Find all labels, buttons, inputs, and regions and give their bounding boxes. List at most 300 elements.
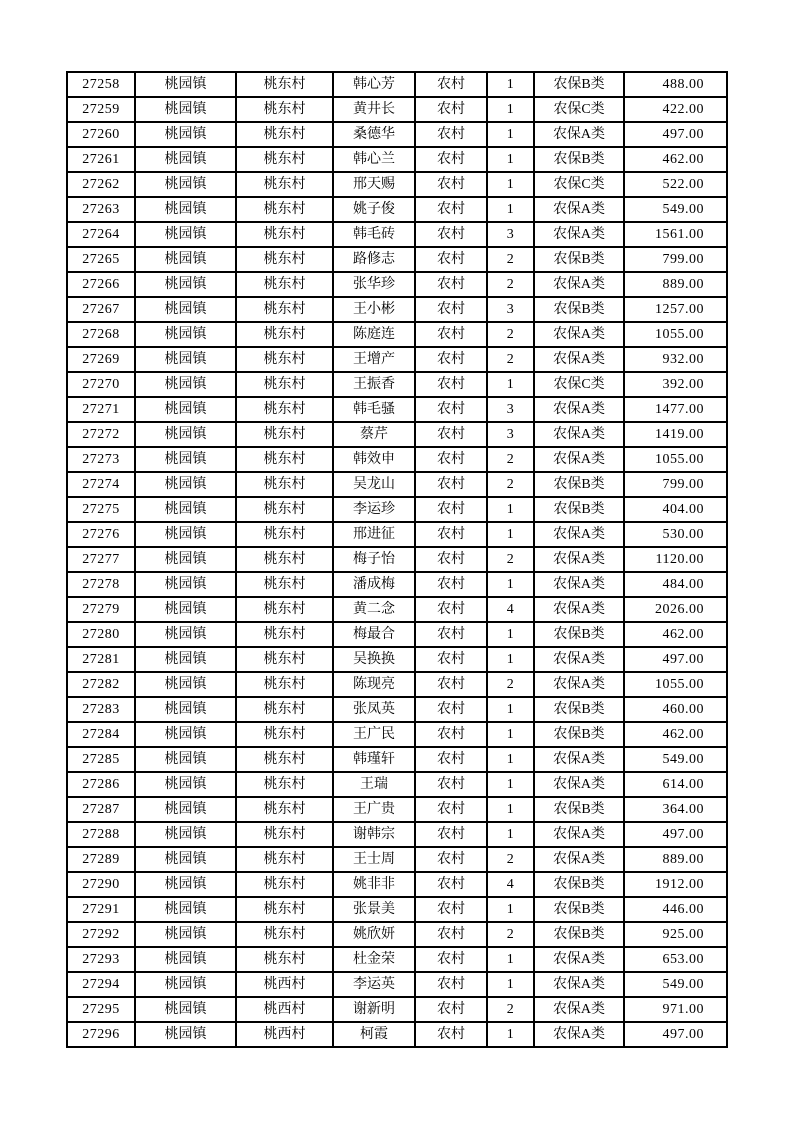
cell-insurance-category: 农保A类 bbox=[534, 522, 624, 547]
cell-record-id: 27269 bbox=[67, 347, 135, 372]
cell-amount: 1120.00 bbox=[624, 547, 727, 572]
cell-insurance-category: 农保B类 bbox=[534, 897, 624, 922]
cell-amount: 497.00 bbox=[624, 647, 727, 672]
cell-town: 桃园镇 bbox=[135, 922, 236, 947]
table-row bbox=[67, 622, 727, 647]
cell-residence-type: 农村 bbox=[415, 672, 487, 697]
cell-person-name: 黄二念 bbox=[333, 597, 415, 622]
table-row bbox=[67, 572, 727, 597]
cell-amount: 497.00 bbox=[624, 122, 727, 147]
cell-residence-type: 农村 bbox=[415, 322, 487, 347]
cell-residence-type: 农村 bbox=[415, 397, 487, 422]
table-row bbox=[67, 897, 727, 922]
table-row bbox=[67, 147, 727, 172]
cell-person-count: 1 bbox=[487, 197, 534, 222]
cell-village: 桃东村 bbox=[236, 447, 333, 472]
cell-record-id: 27289 bbox=[67, 847, 135, 872]
cell-town: 桃园镇 bbox=[135, 447, 236, 472]
cell-insurance-category: 农保C类 bbox=[534, 97, 624, 122]
cell-village: 桃东村 bbox=[236, 922, 333, 947]
cell-person-count: 2 bbox=[487, 247, 534, 272]
table-row bbox=[67, 997, 727, 1022]
cell-person-count: 1 bbox=[487, 822, 534, 847]
cell-person-count: 1 bbox=[487, 647, 534, 672]
cell-insurance-category: 农保A类 bbox=[534, 197, 624, 222]
cell-insurance-category: 农保B类 bbox=[534, 872, 624, 897]
cell-record-id: 27271 bbox=[67, 397, 135, 422]
cell-village: 桃东村 bbox=[236, 722, 333, 747]
cell-record-id: 27272 bbox=[67, 422, 135, 447]
cell-amount: 1419.00 bbox=[624, 422, 727, 447]
cell-person-name: 谢韩宗 bbox=[333, 822, 415, 847]
cell-amount: 530.00 bbox=[624, 522, 727, 547]
cell-record-id: 27282 bbox=[67, 672, 135, 697]
table-row bbox=[67, 547, 727, 572]
cell-insurance-category: 农保B类 bbox=[534, 147, 624, 172]
cell-person-count: 2 bbox=[487, 672, 534, 697]
cell-residence-type: 农村 bbox=[415, 447, 487, 472]
cell-insurance-category: 农保A类 bbox=[534, 822, 624, 847]
cell-person-count: 1 bbox=[487, 572, 534, 597]
cell-insurance-category: 农保A类 bbox=[534, 972, 624, 997]
cell-village: 桃东村 bbox=[236, 547, 333, 572]
cell-amount: 925.00 bbox=[624, 922, 727, 947]
table-row bbox=[67, 797, 727, 822]
cell-residence-type: 农村 bbox=[415, 872, 487, 897]
cell-person-count: 1 bbox=[487, 747, 534, 772]
cell-residence-type: 农村 bbox=[415, 147, 487, 172]
table-row bbox=[67, 747, 727, 772]
cell-insurance-category: 农保A类 bbox=[534, 572, 624, 597]
cell-town: 桃园镇 bbox=[135, 222, 236, 247]
cell-insurance-category: 农保B类 bbox=[534, 697, 624, 722]
cell-insurance-category: 农保A类 bbox=[534, 947, 624, 972]
cell-person-count: 2 bbox=[487, 347, 534, 372]
cell-village: 桃东村 bbox=[236, 372, 333, 397]
cell-town: 桃园镇 bbox=[135, 972, 236, 997]
cell-person-name: 韩心芳 bbox=[333, 72, 415, 97]
cell-residence-type: 农村 bbox=[415, 797, 487, 822]
table-row bbox=[67, 1022, 727, 1047]
cell-person-name: 张景美 bbox=[333, 897, 415, 922]
cell-person-count: 1 bbox=[487, 172, 534, 197]
cell-person-name: 吴换换 bbox=[333, 647, 415, 672]
cell-amount: 971.00 bbox=[624, 997, 727, 1022]
cell-record-id: 27259 bbox=[67, 97, 135, 122]
cell-person-count: 2 bbox=[487, 997, 534, 1022]
cell-residence-type: 农村 bbox=[415, 822, 487, 847]
cell-amount: 462.00 bbox=[624, 722, 727, 747]
table-row bbox=[67, 247, 727, 272]
cell-record-id: 27292 bbox=[67, 922, 135, 947]
cell-residence-type: 农村 bbox=[415, 572, 487, 597]
cell-village: 桃东村 bbox=[236, 272, 333, 297]
cell-town: 桃园镇 bbox=[135, 1022, 236, 1047]
cell-insurance-category: 农保A类 bbox=[534, 772, 624, 797]
cell-residence-type: 农村 bbox=[415, 347, 487, 372]
cell-record-id: 27274 bbox=[67, 472, 135, 497]
cell-insurance-category: 农保A类 bbox=[534, 847, 624, 872]
cell-village: 桃西村 bbox=[236, 997, 333, 1022]
cell-village: 桃西村 bbox=[236, 1022, 333, 1047]
cell-amount: 1912.00 bbox=[624, 872, 727, 897]
table-row bbox=[67, 872, 727, 897]
cell-record-id: 27290 bbox=[67, 872, 135, 897]
cell-amount: 889.00 bbox=[624, 272, 727, 297]
cell-person-count: 2 bbox=[487, 472, 534, 497]
cell-village: 桃东村 bbox=[236, 797, 333, 822]
cell-person-name: 韩毛骚 bbox=[333, 397, 415, 422]
cell-residence-type: 农村 bbox=[415, 197, 487, 222]
cell-amount: 1561.00 bbox=[624, 222, 727, 247]
cell-insurance-category: 农保B类 bbox=[534, 72, 624, 97]
cell-residence-type: 农村 bbox=[415, 372, 487, 397]
cell-person-count: 1 bbox=[487, 697, 534, 722]
cell-person-count: 1 bbox=[487, 522, 534, 547]
cell-town: 桃园镇 bbox=[135, 572, 236, 597]
cell-amount: 1477.00 bbox=[624, 397, 727, 422]
cell-record-id: 27285 bbox=[67, 747, 135, 772]
cell-amount: 460.00 bbox=[624, 697, 727, 722]
cell-person-count: 1 bbox=[487, 622, 534, 647]
cell-town: 桃园镇 bbox=[135, 147, 236, 172]
table-row bbox=[67, 847, 727, 872]
cell-residence-type: 农村 bbox=[415, 97, 487, 122]
cell-residence-type: 农村 bbox=[415, 497, 487, 522]
cell-residence-type: 农村 bbox=[415, 472, 487, 497]
cell-person-count: 1 bbox=[487, 897, 534, 922]
table-row bbox=[67, 922, 727, 947]
cell-village: 桃东村 bbox=[236, 622, 333, 647]
cell-insurance-category: 农保B类 bbox=[534, 797, 624, 822]
cell-person-count: 4 bbox=[487, 597, 534, 622]
cell-amount: 2026.00 bbox=[624, 597, 727, 622]
cell-amount: 549.00 bbox=[624, 197, 727, 222]
cell-record-id: 27280 bbox=[67, 622, 135, 647]
cell-amount: 932.00 bbox=[624, 347, 727, 372]
cell-residence-type: 农村 bbox=[415, 422, 487, 447]
table-row bbox=[67, 172, 727, 197]
table-row bbox=[67, 297, 727, 322]
table-row bbox=[67, 72, 727, 97]
cell-village: 桃东村 bbox=[236, 397, 333, 422]
cell-record-id: 27263 bbox=[67, 197, 135, 222]
cell-residence-type: 农村 bbox=[415, 172, 487, 197]
cell-residence-type: 农村 bbox=[415, 647, 487, 672]
cell-amount: 462.00 bbox=[624, 147, 727, 172]
cell-person-name: 桑德华 bbox=[333, 122, 415, 147]
cell-person-count: 1 bbox=[487, 972, 534, 997]
table-row bbox=[67, 372, 727, 397]
table-row bbox=[67, 947, 727, 972]
cell-person-name: 黄井长 bbox=[333, 97, 415, 122]
cell-insurance-category: 农保B类 bbox=[534, 622, 624, 647]
cell-town: 桃园镇 bbox=[135, 247, 236, 272]
cell-amount: 799.00 bbox=[624, 472, 727, 497]
cell-record-id: 27278 bbox=[67, 572, 135, 597]
cell-insurance-category: 农保B类 bbox=[534, 247, 624, 272]
cell-village: 桃东村 bbox=[236, 522, 333, 547]
cell-residence-type: 农村 bbox=[415, 247, 487, 272]
cell-insurance-category: 农保A类 bbox=[534, 272, 624, 297]
cell-record-id: 27287 bbox=[67, 797, 135, 822]
cell-person-name: 梅最合 bbox=[333, 622, 415, 647]
cell-town: 桃园镇 bbox=[135, 347, 236, 372]
cell-town: 桃园镇 bbox=[135, 197, 236, 222]
cell-village: 桃东村 bbox=[236, 297, 333, 322]
cell-town: 桃园镇 bbox=[135, 747, 236, 772]
cell-town: 桃园镇 bbox=[135, 547, 236, 572]
cell-person-name: 路修志 bbox=[333, 247, 415, 272]
cell-village: 桃东村 bbox=[236, 147, 333, 172]
cell-person-count: 3 bbox=[487, 422, 534, 447]
cell-insurance-category: 农保A类 bbox=[534, 122, 624, 147]
table-row bbox=[67, 672, 727, 697]
cell-insurance-category: 农保A类 bbox=[534, 397, 624, 422]
cell-person-name: 姚非非 bbox=[333, 872, 415, 897]
cell-amount: 549.00 bbox=[624, 972, 727, 997]
cell-person-name: 吴龙山 bbox=[333, 472, 415, 497]
cell-person-count: 1 bbox=[487, 72, 534, 97]
cell-record-id: 27265 bbox=[67, 247, 135, 272]
cell-insurance-category: 农保C类 bbox=[534, 172, 624, 197]
cell-residence-type: 农村 bbox=[415, 997, 487, 1022]
cell-town: 桃园镇 bbox=[135, 297, 236, 322]
cell-town: 桃园镇 bbox=[135, 872, 236, 897]
cell-person-name: 王广贵 bbox=[333, 797, 415, 822]
table-row bbox=[67, 972, 727, 997]
cell-town: 桃园镇 bbox=[135, 372, 236, 397]
cell-amount: 549.00 bbox=[624, 747, 727, 772]
cell-village: 桃东村 bbox=[236, 572, 333, 597]
cell-person-name: 张凤英 bbox=[333, 697, 415, 722]
cell-amount: 1055.00 bbox=[624, 322, 727, 347]
cell-town: 桃园镇 bbox=[135, 172, 236, 197]
table-row bbox=[67, 822, 727, 847]
cell-record-id: 27294 bbox=[67, 972, 135, 997]
cell-town: 桃园镇 bbox=[135, 697, 236, 722]
cell-village: 桃东村 bbox=[236, 647, 333, 672]
table-row bbox=[67, 97, 727, 122]
cell-residence-type: 农村 bbox=[415, 922, 487, 947]
cell-insurance-category: 农保B类 bbox=[534, 297, 624, 322]
cell-record-id: 27286 bbox=[67, 772, 135, 797]
cell-town: 桃园镇 bbox=[135, 722, 236, 747]
cell-village: 桃东村 bbox=[236, 72, 333, 97]
table-row bbox=[67, 497, 727, 522]
cell-residence-type: 农村 bbox=[415, 622, 487, 647]
cell-village: 桃东村 bbox=[236, 772, 333, 797]
table-row bbox=[67, 522, 727, 547]
cell-record-id: 27264 bbox=[67, 222, 135, 247]
table-row bbox=[67, 722, 727, 747]
cell-town: 桃园镇 bbox=[135, 397, 236, 422]
cell-insurance-category: 农保A类 bbox=[534, 597, 624, 622]
cell-amount: 484.00 bbox=[624, 572, 727, 597]
cell-insurance-category: 农保A类 bbox=[534, 222, 624, 247]
cell-record-id: 27276 bbox=[67, 522, 135, 547]
cell-residence-type: 农村 bbox=[415, 772, 487, 797]
cell-town: 桃园镇 bbox=[135, 997, 236, 1022]
cell-record-id: 27268 bbox=[67, 322, 135, 347]
cell-person-name: 王增产 bbox=[333, 347, 415, 372]
table-row bbox=[67, 122, 727, 147]
cell-record-id: 27279 bbox=[67, 597, 135, 622]
cell-insurance-category: 农保A类 bbox=[534, 447, 624, 472]
cell-amount: 799.00 bbox=[624, 247, 727, 272]
cell-person-name: 王振香 bbox=[333, 372, 415, 397]
cell-record-id: 27281 bbox=[67, 647, 135, 672]
table-row bbox=[67, 697, 727, 722]
cell-record-id: 27284 bbox=[67, 722, 135, 747]
cell-village: 桃东村 bbox=[236, 872, 333, 897]
cell-village: 桃东村 bbox=[236, 897, 333, 922]
cell-amount: 422.00 bbox=[624, 97, 727, 122]
cell-amount: 1257.00 bbox=[624, 297, 727, 322]
cell-residence-type: 农村 bbox=[415, 122, 487, 147]
cell-village: 桃东村 bbox=[236, 322, 333, 347]
table-row bbox=[67, 597, 727, 622]
cell-person-count: 3 bbox=[487, 222, 534, 247]
cell-village: 桃东村 bbox=[236, 222, 333, 247]
cell-person-count: 3 bbox=[487, 397, 534, 422]
cell-residence-type: 农村 bbox=[415, 522, 487, 547]
cell-person-count: 2 bbox=[487, 272, 534, 297]
cell-village: 桃东村 bbox=[236, 172, 333, 197]
cell-person-count: 1 bbox=[487, 97, 534, 122]
cell-person-name: 柯霞 bbox=[333, 1022, 415, 1047]
cell-town: 桃园镇 bbox=[135, 422, 236, 447]
cell-insurance-category: 农保A类 bbox=[534, 422, 624, 447]
cell-village: 桃东村 bbox=[236, 497, 333, 522]
cell-town: 桃园镇 bbox=[135, 847, 236, 872]
cell-town: 桃园镇 bbox=[135, 672, 236, 697]
cell-amount: 497.00 bbox=[624, 822, 727, 847]
cell-residence-type: 农村 bbox=[415, 897, 487, 922]
table-row bbox=[67, 422, 727, 447]
cell-person-name: 李运珍 bbox=[333, 497, 415, 522]
cell-record-id: 27275 bbox=[67, 497, 135, 522]
cell-insurance-category: 农保A类 bbox=[534, 997, 624, 1022]
cell-record-id: 27295 bbox=[67, 997, 135, 1022]
cell-town: 桃园镇 bbox=[135, 822, 236, 847]
cell-insurance-category: 农保A类 bbox=[534, 547, 624, 572]
cell-town: 桃园镇 bbox=[135, 772, 236, 797]
table-row bbox=[67, 322, 727, 347]
cell-amount: 522.00 bbox=[624, 172, 727, 197]
table-row bbox=[67, 772, 727, 797]
cell-person-name: 王瑞 bbox=[333, 772, 415, 797]
cell-amount: 889.00 bbox=[624, 847, 727, 872]
cell-person-name: 陈现亮 bbox=[333, 672, 415, 697]
cell-person-name: 韩心兰 bbox=[333, 147, 415, 172]
cell-amount: 614.00 bbox=[624, 772, 727, 797]
cell-town: 桃园镇 bbox=[135, 897, 236, 922]
cell-amount: 1055.00 bbox=[624, 672, 727, 697]
cell-village: 桃东村 bbox=[236, 947, 333, 972]
cell-residence-type: 农村 bbox=[415, 947, 487, 972]
cell-amount: 1055.00 bbox=[624, 447, 727, 472]
cell-village: 桃东村 bbox=[236, 347, 333, 372]
cell-village: 桃东村 bbox=[236, 122, 333, 147]
cell-village: 桃东村 bbox=[236, 672, 333, 697]
cell-town: 桃园镇 bbox=[135, 72, 236, 97]
cell-amount: 364.00 bbox=[624, 797, 727, 822]
cell-amount: 462.00 bbox=[624, 622, 727, 647]
benefits-roster-table bbox=[66, 71, 728, 1048]
cell-town: 桃园镇 bbox=[135, 522, 236, 547]
cell-record-id: 27296 bbox=[67, 1022, 135, 1047]
cell-village: 桃东村 bbox=[236, 597, 333, 622]
cell-record-id: 27258 bbox=[67, 72, 135, 97]
cell-residence-type: 农村 bbox=[415, 547, 487, 572]
cell-insurance-category: 农保A类 bbox=[534, 322, 624, 347]
cell-person-count: 3 bbox=[487, 297, 534, 322]
cell-amount: 446.00 bbox=[624, 897, 727, 922]
cell-village: 桃东村 bbox=[236, 822, 333, 847]
cell-amount: 404.00 bbox=[624, 497, 727, 522]
cell-person-name: 王士周 bbox=[333, 847, 415, 872]
cell-insurance-category: 农保A类 bbox=[534, 747, 624, 772]
cell-insurance-category: 农保A类 bbox=[534, 347, 624, 372]
cell-person-count: 1 bbox=[487, 772, 534, 797]
cell-residence-type: 农村 bbox=[415, 722, 487, 747]
cell-record-id: 27266 bbox=[67, 272, 135, 297]
cell-person-name: 杜金荣 bbox=[333, 947, 415, 972]
cell-town: 桃园镇 bbox=[135, 97, 236, 122]
cell-person-name: 韩效申 bbox=[333, 447, 415, 472]
cell-residence-type: 农村 bbox=[415, 972, 487, 997]
table-row bbox=[67, 197, 727, 222]
cell-residence-type: 农村 bbox=[415, 697, 487, 722]
cell-person-count: 4 bbox=[487, 872, 534, 897]
cell-town: 桃园镇 bbox=[135, 647, 236, 672]
cell-person-name: 姚欣妍 bbox=[333, 922, 415, 947]
cell-person-name: 梅子怡 bbox=[333, 547, 415, 572]
cell-amount: 488.00 bbox=[624, 72, 727, 97]
cell-record-id: 27291 bbox=[67, 897, 135, 922]
cell-person-count: 2 bbox=[487, 447, 534, 472]
cell-town: 桃园镇 bbox=[135, 597, 236, 622]
cell-residence-type: 农村 bbox=[415, 1022, 487, 1047]
cell-residence-type: 农村 bbox=[415, 297, 487, 322]
table-row bbox=[67, 272, 727, 297]
cell-record-id: 27293 bbox=[67, 947, 135, 972]
cell-person-name: 姚子俊 bbox=[333, 197, 415, 222]
cell-person-count: 1 bbox=[487, 497, 534, 522]
cell-amount: 497.00 bbox=[624, 1022, 727, 1047]
cell-person-name: 张华珍 bbox=[333, 272, 415, 297]
cell-record-id: 27283 bbox=[67, 697, 135, 722]
cell-person-count: 1 bbox=[487, 722, 534, 747]
cell-village: 桃东村 bbox=[236, 472, 333, 497]
cell-person-count: 1 bbox=[487, 147, 534, 172]
table-row bbox=[67, 222, 727, 247]
cell-residence-type: 农村 bbox=[415, 72, 487, 97]
cell-village: 桃东村 bbox=[236, 197, 333, 222]
cell-insurance-category: 农保A类 bbox=[534, 672, 624, 697]
cell-record-id: 27262 bbox=[67, 172, 135, 197]
cell-record-id: 27277 bbox=[67, 547, 135, 572]
cell-insurance-category: 农保C类 bbox=[534, 372, 624, 397]
cell-person-count: 2 bbox=[487, 547, 534, 572]
cell-town: 桃园镇 bbox=[135, 947, 236, 972]
cell-insurance-category: 农保B类 bbox=[534, 497, 624, 522]
cell-record-id: 27273 bbox=[67, 447, 135, 472]
cell-record-id: 27260 bbox=[67, 122, 135, 147]
cell-village: 桃东村 bbox=[236, 847, 333, 872]
cell-insurance-category: 农保B类 bbox=[534, 722, 624, 747]
